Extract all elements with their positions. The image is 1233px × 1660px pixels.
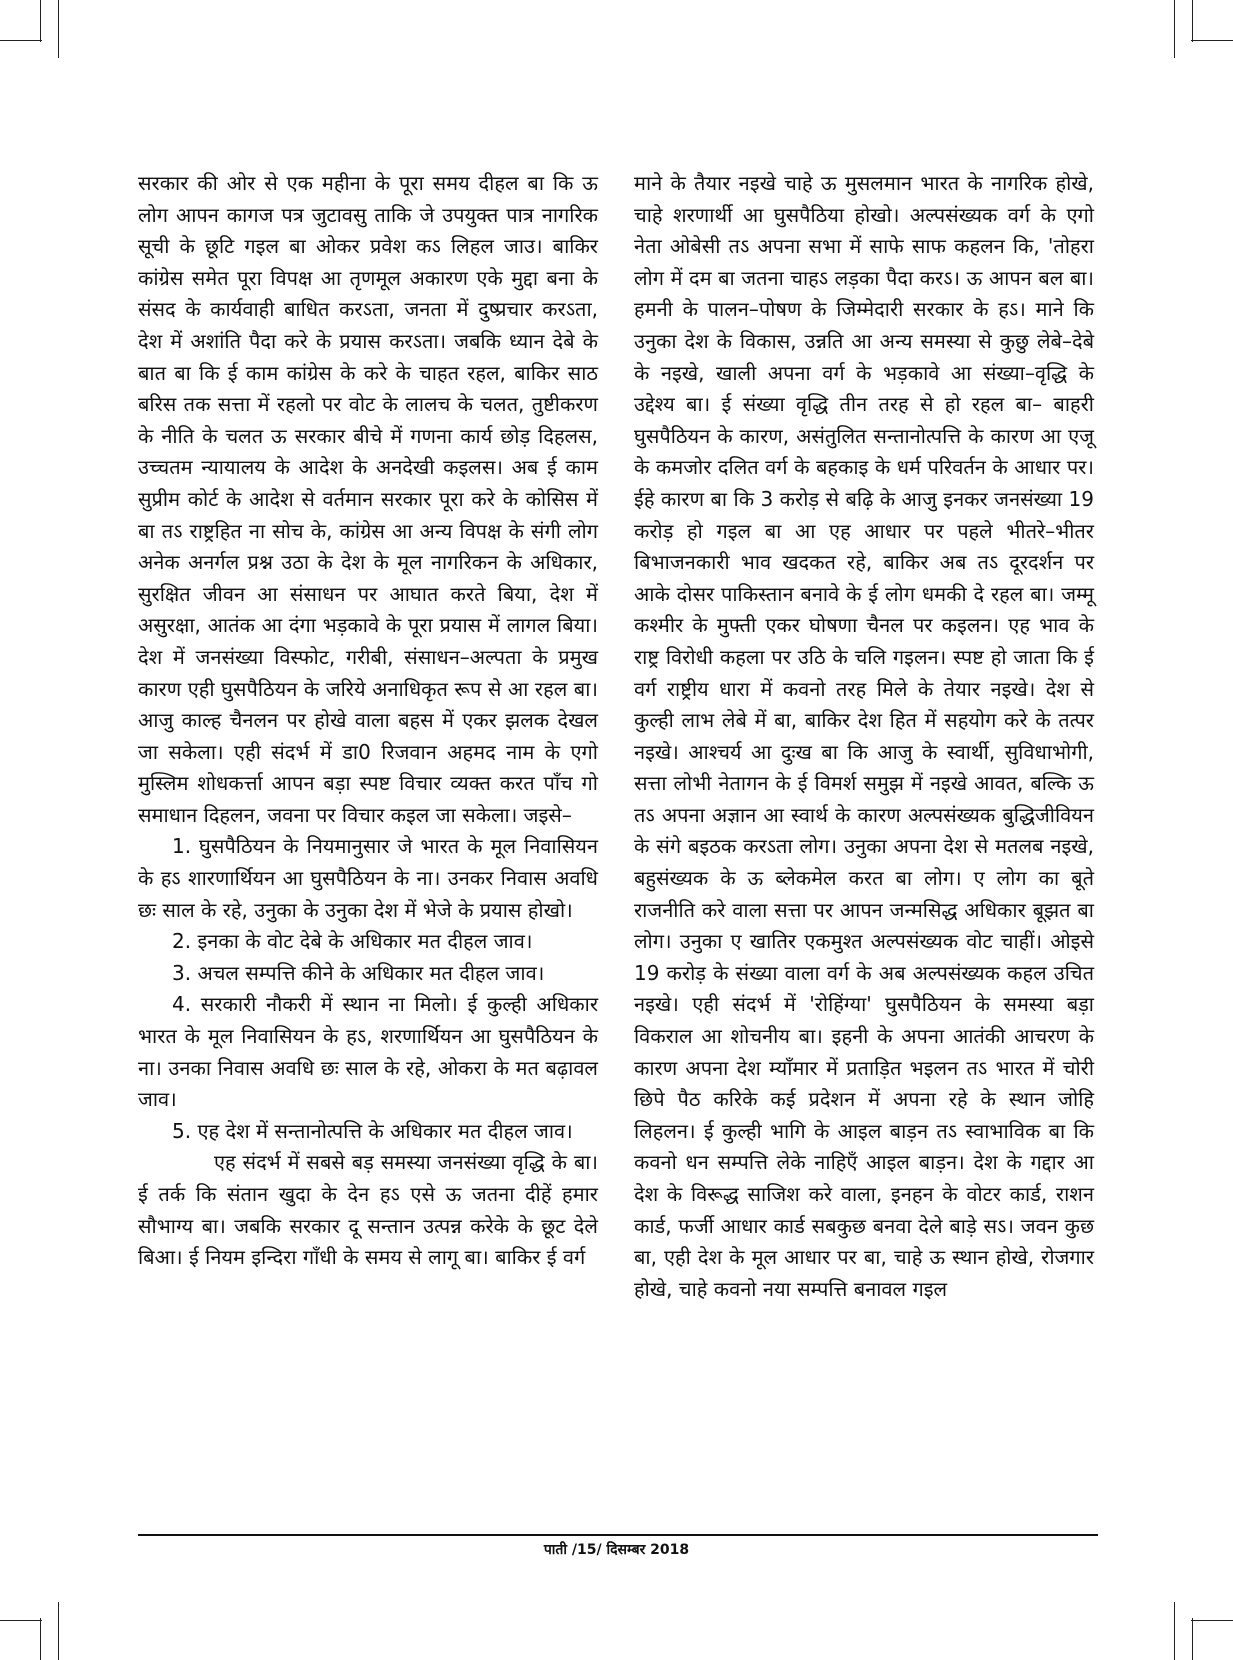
- crop-mark-br-v2: [1174, 1602, 1175, 1660]
- crop-mark-tl-h: [0, 40, 42, 41]
- crop-mark-bl-v2: [58, 1602, 59, 1660]
- footer-rule: [138, 1534, 1098, 1536]
- list-item: 5. एह देश में सन्तानोत्पत्ति के अधिकार मत दीहल जाव।: [172, 1118, 573, 1143]
- crop-mark-br-h: [1191, 1620, 1233, 1621]
- list-item: 2. इनका के वोट देबे के अधिकार मत दीहल जाव।: [172, 929, 533, 954]
- paragraph: सरकार की ओर से एक महीना के पूरा समय दीहल बा कि ऊ लोग आपन कागज पत्र जुटावसु ताकि जे उपयुक्त पात्र नागरिक सूची के छूटि गइल बा ओकर प्रवेश कऽ लिहल जाउ। बाकिर कांग्रेस समेत पूरा विपक्ष आ तृणमूल अकारण एके मुद्दा बना के संसद के कार्यवाही बाधित करऽता, जनता में दुष्प्रचार करऽता, देश में अशांति पैदा करे के प्रयास करऽता। जबकि ध्यान देबे के बात बा कि ई काम कांग्रेस के करे के चाहत रहल, बाकिर साठ बरिस तक सत्ता में रहलो पर वोट के लालच के चलत, तुष्टीकरण के नीति के चलत ऊ सरकार बीचे में गणना कार्य छोड़ दिहलस, उच्चतम न्यायालय के आदेश के अनदेखी कइलस। अब ई काम सुप्रीम कोर्ट के आदेश से वर्तमान सरकार पूरा करे के कोसिस में बा तऽ राष्ट्रहित ना सोच के, कांग्रेस आ अन्य विपक्ष के संगी लोग अनेक अनर्गल प्रश्न उठा के देश के मूल नागरिकन के अधिकार, सुरक्षित जीवन आ संसाधन पर आघात करते बिया, देश में असुरक्षा, आतंक आ दंगा भड़कावे के पूरा प्रयास में लागल बिया। देश में जनसंख्या विस्फोट, गरीबी, संसाधन–अल्पता के प्रमुख कारण एही घुसपैठियन के जरिये अनाधिकृत रूप से आ रहल बा। आजु काल्ह चैनलन पर होखे वाला बहस में एकर झलक देखल जा सकेला। एही संदर्भ में डा0 रिजवान अहमद नाम के एगो मुस्लिम शोधकर्त्ता आपन बड़ा स्पष्ट विचार व्यक्त करत पाँच गो समाधान दिहलन, जवना पर विचार कइल जा सकेला। जइसे–: [138, 171, 598, 827]
- list-item: 4. सरकारी नौकरी में स्थान ना मिलो। ई कुल्ही अधिकार भारत के मूल निवासियन के हऽ, शरणार्थियन आ घुसपैठियन के ना। उनका निवास अवधि छः साल के रहे, ओकरा के मत बढ़ावल जाव।: [138, 992, 598, 1112]
- list-item: 1. घुसपैठियन के नियमानुसार जे भारत के मूल निवासियन के हऽ शारणार्थियन आ घुसपैठियन के ना। उनकर निवास अवधि छः साल के रहे, उनुका के उनुका देश में भेजे के प्रयास होखो।: [138, 834, 598, 922]
- crop-mark-tl-v2: [58, 0, 59, 58]
- crop-mark-tr-v: [1192, 0, 1193, 42]
- crop-mark-tl-v: [40, 0, 41, 42]
- list-item: 3. अचल सम्पत्ति कीने के अधिकार मत दीहल जाव।: [172, 960, 545, 985]
- left-column: [138, 168, 598, 1274]
- crop-mark-tr-h: [1191, 40, 1233, 41]
- crop-mark-bl-v: [40, 1618, 41, 1660]
- page-footer: पाती /15/ दिसम्बर 2018: [543, 1542, 690, 1558]
- crop-mark-tr-v2: [1174, 0, 1175, 58]
- crop-mark-bl-h: [0, 1620, 42, 1621]
- crop-mark-br-v: [1192, 1618, 1193, 1660]
- paragraph: माने के तैयार नइखे चाहे ऊ मुसलमान भारत के नागरिक होखे, चाहे शरणार्थी आ घुसपैठिया होखो। अल्पसंख्यक वर्ग के एगो नेता ओबेसी तऽ अपना सभा में साफे साफ कहलन कि, 'तोहरा लोग में दम बा जतना चाहऽ लड़का पैदा करऽ। ऊ आपन बल बा। हमनी के पालन–पोषण के जिम्मेदारी सरकार के हऽ। माने कि उनुका देश के विकास, उन्नति आ अन्य समस्या से कुछु लेबे–देबे के नइखे, खाली अपना वर्ग के भड़कावे आ संख्या–वृद्धि के उद्देश्य बा। ई संख्या वृद्धि तीन तरह से हो रहल बा– बाहरी घुसपैठियन के कारण, असंतुलित सन्तानोत्पत्ति के कारण आ एजू के कमजोर दलित वर्ग के बहकाइ के धर्म परिवर्तन के आधार पर। ईहे कारण बा कि 3 करोड़ से बढ़ि के आजु इनकर जनसंख्या 19 करोड़ हो गइल बा आ एह आधार पर पहले भीतरे–भीतर बिभाजनकारी भाव खदकत रहे, बाकिर अब तऽ दूरदर्शन पर आके दोसर पाकिस्तान बनावे के ई लोग धमकी दे रहल बा। जम्मू कश्मीर के मुफ्ती एकर घोषणा चैनल पर कइलन। एह भाव के राष्ट्र विरोधी कहला पर उठि के चलि गइलन। स्पष्ट हो जाता कि ई वर्ग राष्ट्रीय धारा में कवनो तरह मिले के तेयार नइखे। देश से कुल्ही लाभ लेबे में बा, बाकिर देश हित में सहयोग करे के तत्पर नइखे। आश्चर्य आ दुःख बा कि आजु के स्वार्थी, सुविधाभोगी, सत्ता लोभी नेतागन के ई विमर्श समुझ में नइखे आवत, बल्कि ऊ तऽ अपना अज्ञान आ स्वार्थ के कारण अल्पसंख्यक बुद्धिजीवियन के संगे बइठक करऽता लोग। उनुका अपना देश से मतलब नइखे, बहुसंख्यक के ऊ ब्लेकमेल करत बा लोग। ए लोग का बूते राजनीति करे वाला सत्ता पर आपन जन्मसिद्ध अधिकार बूझत बा लोग। उनुका ए खातिर एकमुश्त अल्पसंख्यक वोट चाहीं। ओइसे 19 करोड़ के संख्या वाला वर्ग के अब अल्पसंख्यक कहल उचित नइखे। एही संदर्भ में 'रोहिंग्या' घुसपैठियन के समस्या बड़ा विकराल आ शोचनीय बा। इहनी के अपना आतंकी आचरण के कारण अपना देश म्याँमार में प्रताड़ित भइलन तऽ भारत में चोरी छिपे पैठ करिके कई प्रदेशन में अपना रहे के स्थान जोहि लिहलन। ई कुल्ही भागि के आइल बाड़न तऽ स्वाभाविक बा कि कवनो धन सम्पत्ति लेके नाहिएँ आइल बाड़न। देश के गद्दार आ देश के विरूद्ध साजिश करे वाला, इनहन के वोटर कार्ड, राशन कार्ड, फर्जी आधार कार्ड सबकुछ बनवा देले बाड़े सऽ। जवन कुछ बा, एही देश के मूल आधार पर बा, चाहे ऊ स्थान होखे, रोजगार होखे, चाहे कवनो नया सम्पत्ति बनावल गइल: [634, 171, 1094, 1301]
- paragraph: एह संदर्भ में सबसे बड़ समस्या जनसंख्या वृद्धि के बा। ई तर्क कि संतान खुदा के देन हऽ एसे ऊ जतना दीहें हमार सौभाग्य बा। जबकि सरकार दू सन्तान उत्पन्न करेके के छूट देले बिआ। ई नियम इन्दिरा गाँधी के समय से लागू बा। बाकिर ई वर्ग: [138, 1150, 598, 1270]
- right-column: [634, 168, 1094, 1305]
